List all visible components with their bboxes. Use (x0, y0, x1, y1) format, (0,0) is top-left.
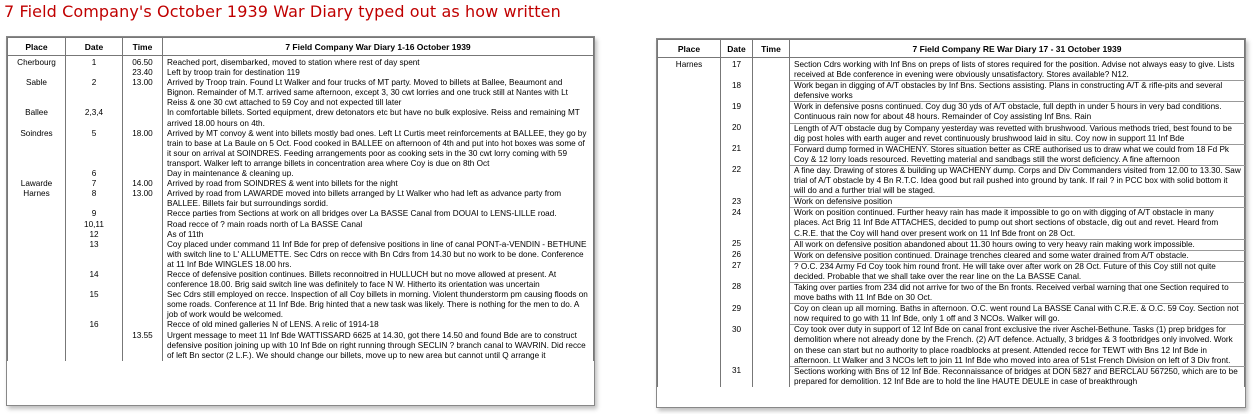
diary-entry-cell: Work began in digging of A/T obstacles by Inf Bns. Sections assisting. Plans in constructing A/T & rifle-pits and several defensive works (790, 81, 1245, 102)
diary-entry-cell: Work on defensive position continued. Drainage trenches cleared and some water drained from A/T obstacle. (790, 250, 1245, 261)
date-cell: 23 (721, 197, 753, 208)
place-cell (658, 250, 721, 261)
time-cell (753, 261, 790, 282)
table-row (658, 261, 1245, 282)
table-row (658, 197, 1245, 208)
column-header-time: Time (123, 38, 163, 56)
time-cell: 13.00 (123, 78, 163, 108)
date-cell: 10,11 (66, 220, 123, 230)
place-cell: Cherbourg (8, 56, 66, 69)
diary-entry-cell: All work on defensive position abandoned about 11.30 hours owing to very heavy rain making work impossible. (790, 239, 1245, 250)
date-cell: 8 (66, 189, 123, 209)
place-cell (658, 239, 721, 250)
date-cell: 1 (66, 56, 123, 69)
diary-entry-cell: Urgent message to meet 11 Inf Bde WATTISSARD 6625 at 14.30, got there 14.50 and found Bde are to construct defensive position joining up with 10 Inf Bde on right running through SECLIN ? branch canal to WAVRIN. Did recce of left Bn sector (2 L.F.). We should change our billets, move up to new area but cannot until Q arrange it (163, 331, 594, 361)
diary-entry-cell: Arrived by Troop train. Found Lt Walker and four trucks of MT party. Moved to billets at Ballee, Beaumont and Bignon. Remainder of M.T. arrived same afternoon, except 3, 30 cwt lorries and one truck still at Nantes with Lt Reiss & one 30 cwt attached to 59 Coy and not expected till later (163, 78, 594, 108)
time-cell (123, 270, 163, 290)
diary-entry-cell: Arrived by road from LAWARDE moved into billets arranged by Lt Walker who had left as advance party from BALLEE. Billets fair but surroundings sordid. (163, 189, 594, 209)
time-cell (753, 58, 790, 81)
time-cell (753, 250, 790, 261)
date-cell: 31 (721, 366, 753, 387)
table-row (658, 144, 1245, 165)
place-cell (8, 290, 66, 320)
date-cell: 29 (721, 304, 753, 325)
place-cell: Harnes (658, 58, 721, 81)
date-cell: 25 (721, 239, 753, 250)
time-cell (123, 240, 163, 270)
time-cell (753, 81, 790, 102)
table-row (8, 209, 594, 219)
table-row (8, 179, 594, 189)
column-header-date: Date (66, 38, 123, 56)
date-cell: 20 (721, 123, 753, 144)
date-cell: 30 (721, 325, 753, 366)
place-cell (8, 220, 66, 230)
table-row (8, 290, 594, 320)
time-cell: 18.00 (123, 129, 163, 169)
place-cell (8, 68, 66, 78)
table-row (658, 282, 1245, 303)
date-cell: 16 (66, 320, 123, 330)
time-cell (753, 325, 790, 366)
date-cell: 18 (721, 81, 753, 102)
place-cell (8, 209, 66, 219)
place-cell (8, 169, 66, 179)
place-cell (658, 102, 721, 123)
place-cell (658, 304, 721, 325)
time-cell (753, 208, 790, 239)
time-cell (753, 102, 790, 123)
diary-entry-cell: Coy placed under command 11 Inf Bde for prep of defensive positions in line of canal PONT-a-VENDIN - BETHUNE with switch line to L' ALLUMETTE. Sec Cdrs on recce with Bn Cdrs from 14.30 but no work to be done. Conference at 11 Inf Bde WINGLES 18.00 hrs. (163, 240, 594, 270)
time-cell (753, 239, 790, 250)
diary-entry-cell: Work on position continued. Further heavy rain has made it impossible to go on with digging of A/T obstacle in many places. Act Brig 11 Inf Bde ATTACHES, decided to pump out short sections of obstacle, dig out and revet. Heard from C.R.E. that the Coy will hand over present work on 11 Inf Bde front on 28 Oct. (790, 208, 1245, 239)
place-cell (658, 261, 721, 282)
place-cell: Ballee (8, 108, 66, 128)
table-row (8, 189, 594, 209)
table-row (658, 239, 1245, 250)
table-row (658, 102, 1245, 123)
time-cell (123, 220, 163, 230)
time-cell (753, 123, 790, 144)
table-row (8, 240, 594, 270)
war-diary-panel-1-16-october (6, 36, 595, 406)
date-cell: 2 (66, 78, 123, 108)
table-row (8, 68, 594, 78)
date-cell: 7 (66, 179, 123, 189)
date-cell: 28 (721, 282, 753, 303)
time-cell (123, 209, 163, 219)
time-cell (123, 290, 163, 320)
date-cell: 22 (721, 165, 753, 196)
column-header-place: Place (8, 38, 66, 56)
column-header-place: Place (658, 40, 721, 58)
date-cell: 6 (66, 169, 123, 179)
place-cell (658, 197, 721, 208)
place-cell (658, 282, 721, 303)
date-cell (66, 331, 123, 361)
date-cell: 21 (721, 144, 753, 165)
table-row (658, 208, 1245, 239)
time-cell (753, 197, 790, 208)
column-header-time: Time (753, 40, 790, 58)
table-row (8, 56, 594, 69)
war-diary-panel-17-31-october (656, 38, 1246, 408)
diary-entry-cell: Recce of defensive position continues. Billets reconnoitred in HULLUCH but no move allowed at present. At conference 18.00. Brig said switch line was definitely to face N W. Hitherto its orientation was uncertain (163, 270, 594, 290)
place-cell (8, 331, 66, 361)
table-row (8, 230, 594, 240)
war-diary-table-17-31-october (657, 39, 1245, 387)
table-row (8, 169, 594, 179)
diary-entry-cell: Arrived by MT convoy & went into billets mostly bad ones. Left Lt Curtis meet reinforcements at BALLEE, they go by train to base at La Baule on 5 Oct. Food cooked in BALLEE on afternoon of 4th and put into hot boxes was some of it sour on arrival at SOINDRES. Feeding arrangements poor as cooking sets in the 30 cwt lorry coming with 59 transport. Walker left to arrange billets in concentration area where Coy is due on 8th Oct (163, 129, 594, 169)
diary-entry-cell: Sections working with Bns of 12 Inf Bde. Reconnaissance of bridges at DON 5827 and BERCLAU 567250, which are to be prepared for demolition. 12 Inf Bde are to hold the line HAUTE DEULE in case of breakthrough (790, 366, 1245, 387)
place-cell (658, 165, 721, 196)
table-row (8, 78, 594, 108)
diary-entry-cell: Day in maintenance & cleaning up. (163, 169, 594, 179)
table-row (658, 81, 1245, 102)
diary-entry-cell: Length of A/T obstacle dug by Company yesterday was revetted with brushwood. Various methods tried, best found to be dig post holes with earth auger and revet continuously brushwood laid in situ. Coy now in support 11 Inf Bde (790, 123, 1245, 144)
diary-entry-cell: Work on defensive position (790, 197, 1245, 208)
diary-entry-cell: Work in defensive posns continued. Coy dug 30 yds of A/T obstacle, full depth in under 5 hours in very bad conditions. Continuous rain now for about 48 hours. Remainder of Coy assisting Inf Bns. Rain (790, 102, 1245, 123)
diary-entry-cell: Section Cdrs working with Inf Bns on preps of lists of stores required for the position. Advise not always easy to give. Lists received at Bde conference in evening were obviously unsatisfactory. Stores available? N12. (790, 58, 1245, 81)
diary-entry-cell: Left by troop train for destination 119 (163, 68, 594, 78)
time-cell (753, 144, 790, 165)
date-cell: 9 (66, 209, 123, 219)
table-row (8, 270, 594, 290)
diary-entry-cell: Road recce of ? main roads north of La BASSE Canal (163, 220, 594, 230)
diary-entry-cell: In comfortable billets. Sorted equipment, drew detonators etc but have no bulk explosive. Reiss and remaining MT arrived 18.00 hours on 4th. (163, 108, 594, 128)
table-row (8, 129, 594, 169)
date-cell: 2,3,4 (66, 108, 123, 128)
time-cell (753, 366, 790, 387)
diary-entry-cell: Arrived by road from SOINDRES & went into billets for the night (163, 179, 594, 189)
diary-entry-cell: Coy took over duty in support of 12 Inf Bde on canal front exclusive the river Aschel-Bethune. Tasks (1) prep bridges for demolition where not already done by the French. (2) A/T defence. Actually, 3 bridges & 3 footbridges only involved. Work on these can start but no authority to place roadblocks at present. Attended recce for TEWT with Bns 12 Inf Bde in afternoon. Lt Walker and 3 NCOs left to join 11 Inf Bde who moved into area of 51st French Division on left of 3 Div front. (790, 325, 1245, 366)
table-row (658, 165, 1245, 196)
column-header-diary-entry: 7 Field Company War Diary 1-16 October 1939 (163, 38, 594, 56)
date-cell: 19 (721, 102, 753, 123)
page-title: 7 Field Company's October 1939 War Diary typed out as how written (4, 2, 561, 21)
place-cell: Soindres (8, 129, 66, 169)
table-row (658, 123, 1245, 144)
date-cell: 27 (721, 261, 753, 282)
place-cell (8, 270, 66, 290)
date-cell: 13 (66, 240, 123, 270)
war-diary-table-1-16-october (7, 37, 594, 361)
time-cell (123, 320, 163, 330)
table-row (8, 108, 594, 128)
diary-entry-cell: ? O.C. 234 Army Fd Coy took him round front. He will take over after work on 28 Oct. Future of this Coy still not quite decided. Probable that we shall take over the rear line on the La BASSE Canal. (790, 261, 1245, 282)
place-cell (658, 366, 721, 387)
time-cell (753, 304, 790, 325)
place-cell: Sable (8, 78, 66, 108)
time-cell (123, 108, 163, 128)
column-header-date: Date (721, 40, 753, 58)
place-cell (658, 325, 721, 366)
table-row (658, 250, 1245, 261)
table-header-row (8, 38, 594, 56)
table-row (658, 366, 1245, 387)
place-cell (8, 320, 66, 330)
place-cell (8, 240, 66, 270)
time-cell: 23.40 (123, 68, 163, 78)
table-row (658, 304, 1245, 325)
place-cell (658, 208, 721, 239)
place-cell (8, 230, 66, 240)
time-cell (753, 165, 790, 196)
column-header-diary-entry: 7 Field Company RE War Diary 17 - 31 October 1939 (790, 40, 1245, 58)
place-cell: Harnes (8, 189, 66, 209)
date-cell: 5 (66, 129, 123, 169)
diary-entry-cell: Recce parties from Sections at work on all bridges over La BASSE Canal from DOUAI to LENS-LILLE road. (163, 209, 594, 219)
place-cell (658, 144, 721, 165)
time-cell (753, 282, 790, 303)
time-cell: 13.55 (123, 331, 163, 361)
time-cell: 13.00 (123, 189, 163, 209)
diary-entry-cell: Taking over parties from 234 did not arrive for two of the Bn fronts. Received verbal warning that one Section required to move baths with 11 Inf Bde on 30 Oct. (790, 282, 1245, 303)
place-cell (658, 123, 721, 144)
date-cell: 24 (721, 208, 753, 239)
diary-entry-cell: Forward dump formed in WACHENY. Stores situation better as CRE authorised us to draw what we could from 18 Fd Pk Coy & 12 lorry loads resourced. Revetting material and sandbags still the worst deficiency. A fine afternoon (790, 144, 1245, 165)
diary-entry-cell: Reached port, disembarked, moved to station where rest of day spent (163, 56, 594, 69)
date-cell: 14 (66, 270, 123, 290)
place-cell: Lawarde (8, 179, 66, 189)
time-cell: 14.00 (123, 179, 163, 189)
diary-entry-cell: A fine day. Drawing of stores & building up WACHENY dump. Corps and Div Commanders visited from 12.00 to 13.30. Saw trial of A/T obstacle by 4 Bn R.T.C. Idea good but rail pushed into ground by tank. If rail ? in PCC box with solid bottom it will do and a further trial will be staged. (790, 165, 1245, 196)
diary-entry-cell: As of 11th (163, 230, 594, 240)
date-cell: 26 (721, 250, 753, 261)
diary-entry-cell: Sec Cdrs still employed on recce. Inspection of all Coy billets in morning. Violent thunderstorm pm causing floods on some roads. Conference at 11 Inf Bde. Brig hinted that a new task was likely. There is nothing for the men to do. A job of work would be welcomed. (163, 290, 594, 320)
diary-entry-cell: Coy on clean up all morning. Baths in afternoon. O.C. went round La BASSE Canal with C.R.E. & O.C. 59 Coy. Section not now required to go with 11 Inf Bde, only 1 off and 3 NCOs. Walker will go. (790, 304, 1245, 325)
table-row (8, 331, 594, 361)
table-row (658, 325, 1245, 366)
place-cell (658, 81, 721, 102)
date-cell: 15 (66, 290, 123, 320)
table-row (8, 220, 594, 230)
diary-entry-cell: Recce of old mined galleries N of LENS. A relic of 1914-18 (163, 320, 594, 330)
date-cell: 17 (721, 58, 753, 81)
table-header-row (658, 40, 1245, 58)
table-row (8, 320, 594, 330)
time-cell: 06.50 (123, 56, 163, 69)
time-cell (123, 169, 163, 179)
table-row (658, 58, 1245, 81)
time-cell (123, 230, 163, 240)
date-cell (66, 68, 123, 78)
date-cell: 12 (66, 230, 123, 240)
